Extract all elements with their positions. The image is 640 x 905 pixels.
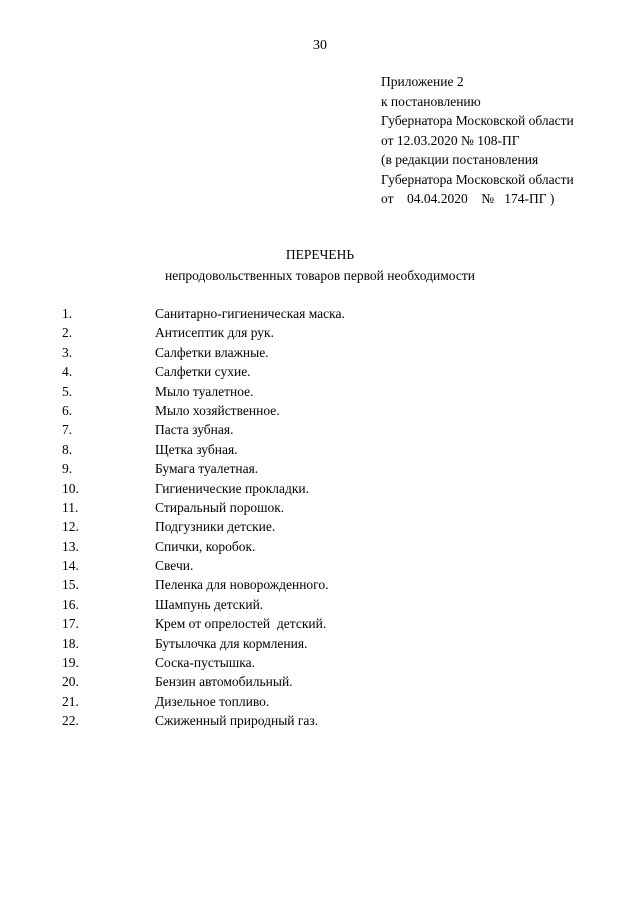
document-title: ПЕРЕЧЕНЬ xyxy=(285,247,355,262)
appendix-line: Губернатора Московской области xyxy=(381,171,574,187)
list-item xyxy=(0,362,640,381)
list-item xyxy=(0,575,640,594)
list-item xyxy=(0,304,640,323)
item-number: 10. xyxy=(62,480,79,496)
item-number: 20. xyxy=(62,674,79,690)
item-text: Антисептик для рук. xyxy=(155,325,274,341)
item-number: 7. xyxy=(62,422,73,438)
document-subtitle: непродовольственных товаров первой необходимости xyxy=(164,268,475,283)
list-item xyxy=(0,672,640,691)
list-item xyxy=(0,323,640,342)
item-text: Паста зубная. xyxy=(155,422,234,438)
item-number: 12. xyxy=(62,519,79,535)
page-number: 30 xyxy=(313,38,327,53)
list-item xyxy=(0,711,640,730)
list-item xyxy=(0,459,640,478)
list-item xyxy=(0,498,640,517)
item-number: 5. xyxy=(62,383,73,399)
item-text: Пеленка для новорожденного. xyxy=(155,577,329,593)
item-number: 16. xyxy=(62,596,79,612)
item-number: 15. xyxy=(62,577,79,593)
list-item xyxy=(0,595,640,614)
list-item xyxy=(0,479,640,498)
item-number: 17. xyxy=(62,616,79,632)
item-text: Дизельное топливо. xyxy=(155,693,270,709)
item-text: Салфетки влажные. xyxy=(155,344,269,360)
item-text: Бутылочка для кормления. xyxy=(155,635,308,651)
list-item xyxy=(0,401,640,420)
item-text: Щетка зубная. xyxy=(155,441,238,457)
item-text: Санитарно-гигиеническая маска. xyxy=(155,306,345,321)
item-text: Стиральный порошок. xyxy=(155,499,285,515)
item-number: 21. xyxy=(62,693,79,709)
appendix-line: (в редакции постановления xyxy=(381,152,539,167)
list-item xyxy=(0,343,640,362)
appendix-line: Губернатора Московской области xyxy=(381,113,574,128)
item-number: 6. xyxy=(62,402,73,418)
item-text: Сжиженный природный газ. xyxy=(155,713,319,729)
list-item xyxy=(0,614,640,633)
list-item xyxy=(0,634,640,653)
appendix-line: к постановлению xyxy=(381,93,481,109)
item-number: 8. xyxy=(62,441,73,457)
item-text: Гигиенические прокладки. xyxy=(155,480,310,496)
goods-list xyxy=(0,304,640,731)
document-title-block xyxy=(0,244,640,286)
appendix-line: от 04.04.2020 № 174-ПГ ) xyxy=(381,191,555,206)
item-text: Свечи. xyxy=(155,558,194,574)
item-number: 2. xyxy=(62,325,73,341)
list-item xyxy=(0,653,640,672)
item-number: 11. xyxy=(62,499,79,515)
item-number: 4. xyxy=(62,364,73,380)
item-text: Спички, коробок. xyxy=(155,538,256,554)
item-text: Бумага туалетная. xyxy=(155,461,259,477)
item-text: Мыло хозяйственное. xyxy=(155,402,280,418)
item-text: Салфетки сухие. xyxy=(155,364,251,380)
item-number: 9. xyxy=(62,461,73,477)
list-item xyxy=(0,440,640,459)
appendix-line: Приложение 2 xyxy=(381,74,464,89)
list-item xyxy=(0,692,640,711)
item-number: 22. xyxy=(62,713,79,729)
appendix-line: от 12.03.2020 № 108-ПГ xyxy=(381,132,520,148)
item-text: Шампунь детский. xyxy=(155,596,264,612)
item-text: Подгузники детские. xyxy=(155,519,276,535)
list-item xyxy=(0,382,640,401)
list-item xyxy=(0,420,640,439)
item-number: 19. xyxy=(62,655,79,671)
item-number: 1. xyxy=(62,306,73,321)
list-item xyxy=(0,556,640,575)
item-number: 14. xyxy=(62,558,79,574)
list-item xyxy=(0,517,640,536)
item-text: Соска-пустышка. xyxy=(155,655,255,671)
item-number: 18. xyxy=(62,635,79,651)
item-text: Бензин автомобильный. xyxy=(155,674,293,690)
appendix-header xyxy=(381,72,631,209)
item-text: Крем от опрелостей детский. xyxy=(155,616,327,632)
list-item xyxy=(0,537,640,556)
item-number: 13. xyxy=(62,538,79,554)
item-text: Мыло туалетное. xyxy=(155,383,254,399)
item-number: 3. xyxy=(62,344,73,360)
